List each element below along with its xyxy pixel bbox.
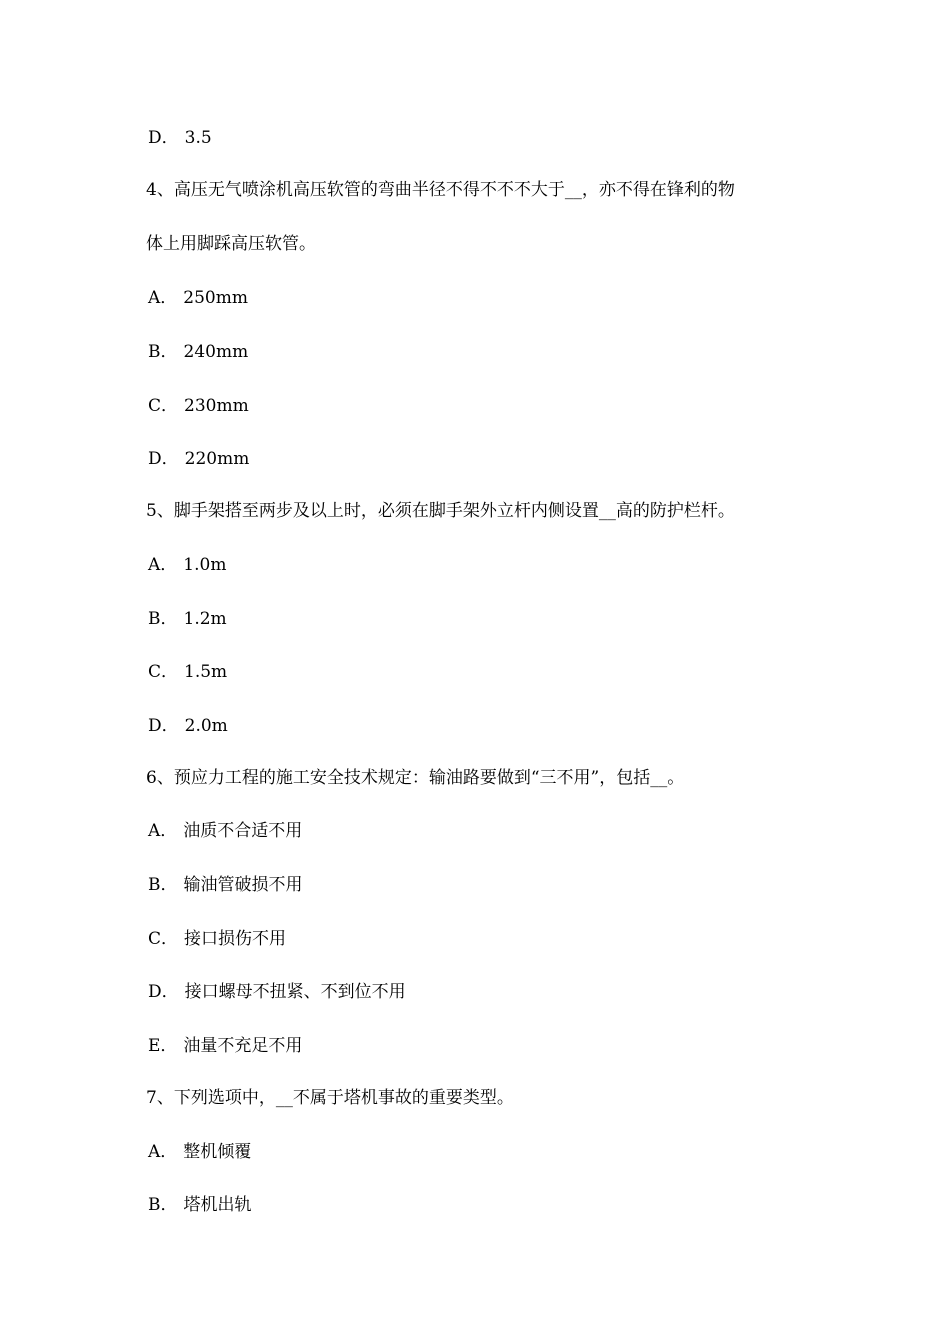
option-letter: D． (148, 128, 179, 148)
option-text: 2.0m (184, 716, 228, 736)
option-letter: C． (148, 929, 179, 949)
option-a-q5 (148, 555, 226, 575)
option-text: 油量不充足不用 (183, 1036, 303, 1056)
option-letter: B． (148, 875, 178, 895)
option-letter: C． (148, 396, 179, 416)
option-text: 输油管破损不用 (183, 875, 303, 895)
option-c-q5 (148, 662, 227, 682)
option-letter: D． (148, 449, 179, 469)
question-6: 6、预应力工程的施工安全技术规定：输油路要做到“三不用”，包括__。 (146, 768, 685, 788)
option-b-q4 (148, 342, 248, 362)
option-b-q6 (148, 875, 303, 895)
option-a-q4 (148, 288, 248, 308)
option-letter: B． (148, 342, 178, 362)
option-text: 3.5 (184, 128, 212, 148)
option-letter: B． (148, 609, 178, 629)
option-text: 240mm (183, 342, 249, 362)
question-5: 5、脚手架搭至两步及以上时，必须在脚手架外立杆内侧设置__高的防护栏杆。 (146, 501, 735, 521)
option-d-q5 (148, 716, 228, 736)
option-text: 油质不合适不用 (183, 821, 303, 841)
option-text: 1.5m (184, 662, 228, 682)
option-d-q3 (148, 128, 212, 148)
option-text: 整机倾覆 (183, 1142, 252, 1162)
option-e-q6 (148, 1036, 302, 1056)
option-letter: C． (148, 662, 179, 682)
question-7: 7、下列选项中，__不属于塔机事故的重要类型。 (146, 1088, 514, 1108)
option-text: 220mm (184, 449, 250, 469)
option-a-q6 (148, 821, 302, 841)
option-letter: B． (148, 1195, 178, 1215)
option-d-q6 (148, 982, 406, 1002)
option-letter: A． (148, 1142, 178, 1162)
option-b-q7 (148, 1195, 252, 1215)
option-text: 250mm (183, 288, 248, 308)
option-b-q5 (148, 609, 227, 629)
option-text: 接口螺母不扭紧、不到位不用 (184, 982, 406, 1002)
option-letter: A． (148, 821, 178, 841)
option-text: 1.2m (183, 609, 227, 629)
option-text: 230mm (184, 396, 249, 416)
option-a-q7 (148, 1142, 251, 1162)
question-4-line-2: 体上用脚踩高压软管。 (146, 234, 316, 254)
option-letter: D． (148, 716, 179, 736)
option-text: 1.0m (183, 555, 227, 575)
option-c-q4 (148, 396, 249, 416)
question-4-line-1: 4、高压无气喷涂机高压软管的弯曲半径不得不不不大于__，亦不得在锋利的物 (146, 180, 735, 200)
option-letter: A． (148, 555, 178, 575)
option-letter: E． (148, 1036, 178, 1056)
option-d-q4 (148, 449, 249, 469)
option-letter: A． (148, 288, 178, 308)
option-text: 接口损伤不用 (184, 929, 287, 949)
option-text: 塔机出轨 (183, 1195, 252, 1215)
option-c-q6 (148, 929, 286, 949)
option-letter: D． (148, 982, 179, 1002)
